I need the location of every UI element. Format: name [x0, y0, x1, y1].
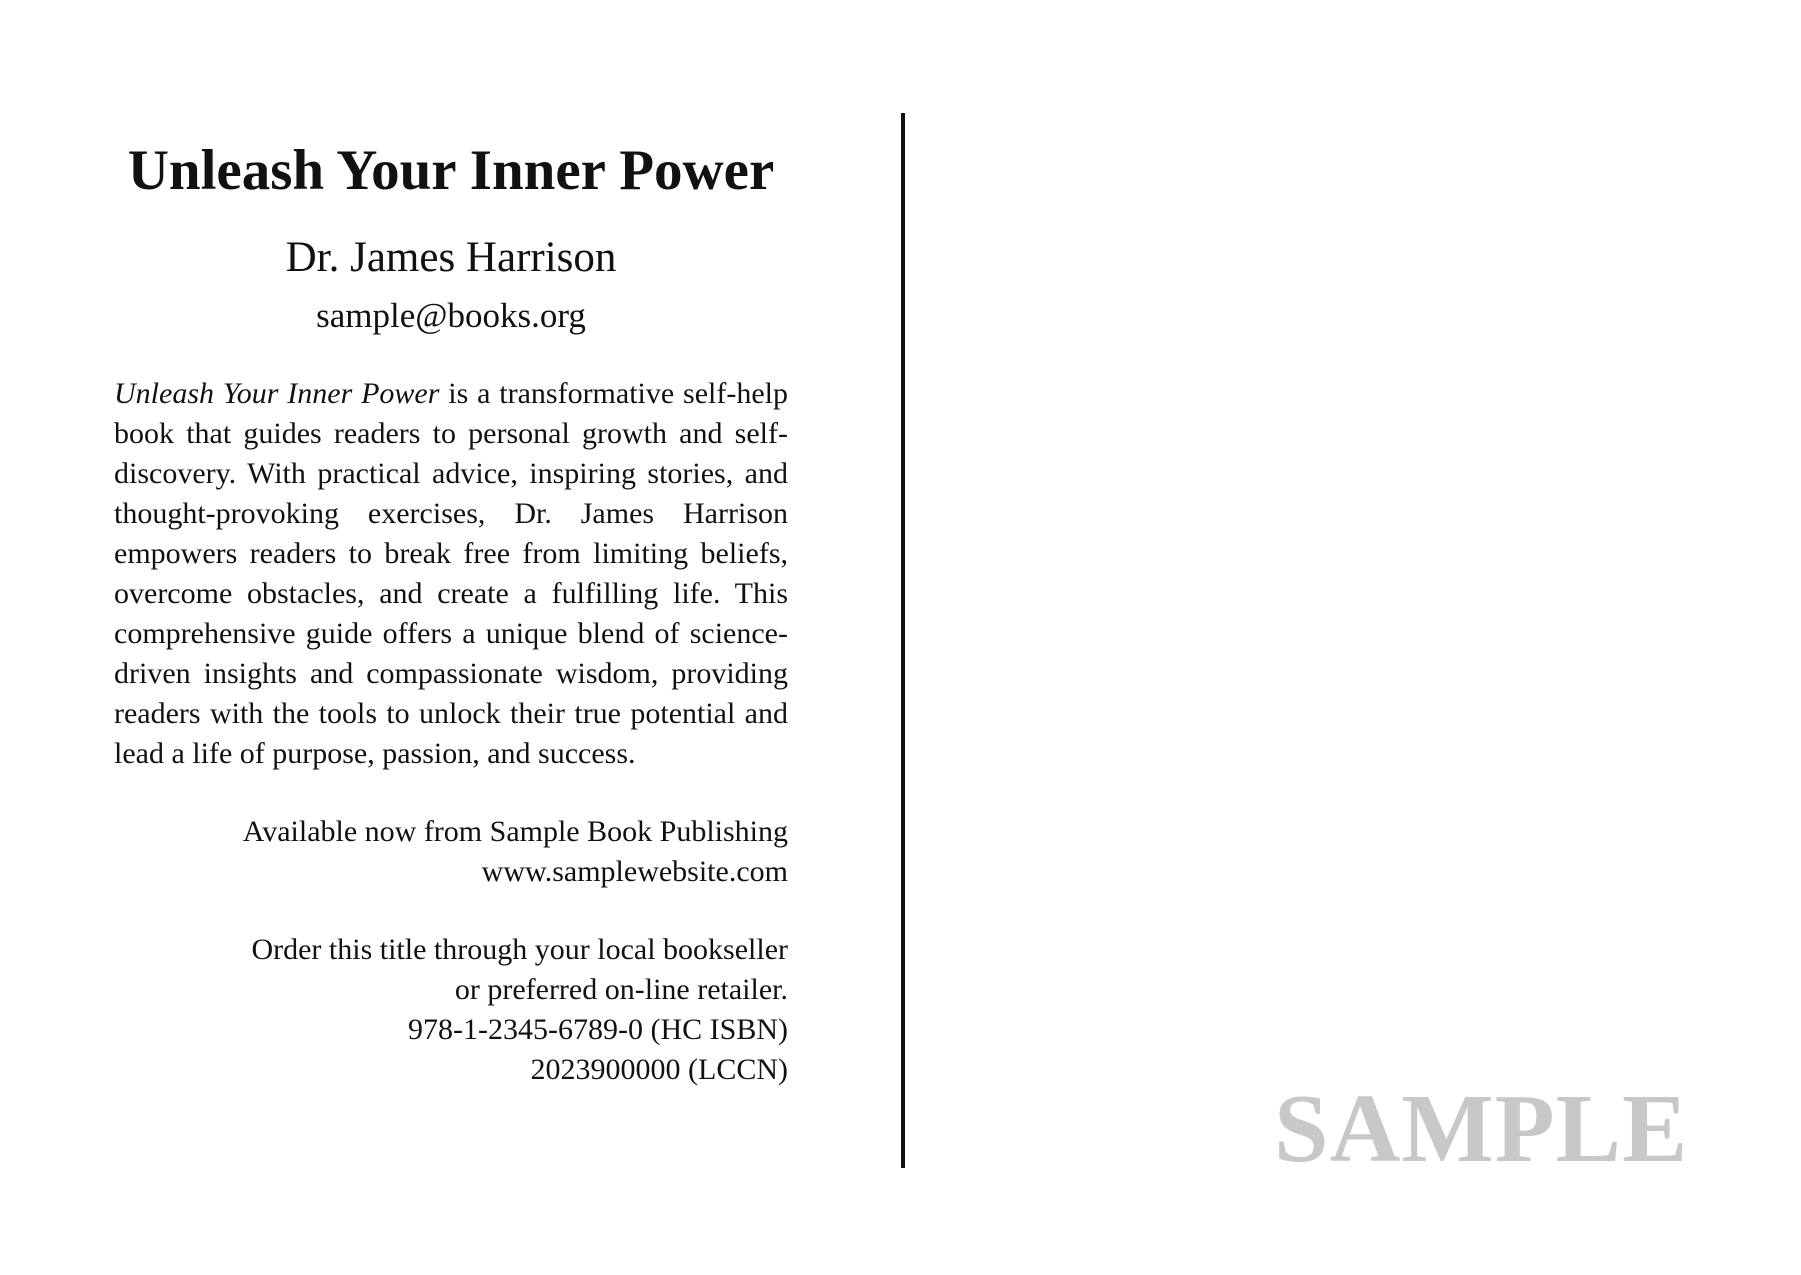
lccn-line: 2023900000 (LCCN): [530, 1053, 788, 1087]
order-info-block: [114, 930, 788, 1090]
book-description: [114, 374, 788, 774]
isbn-line: 978-1-2345-6789-0 (HC ISBN): [408, 1013, 788, 1047]
sample-watermark: SAMPLE: [1274, 1075, 1689, 1183]
order-line-2: or preferred on-line retailer.: [454, 973, 788, 1007]
website-link[interactable]: www.samplewebsite.com: [481, 855, 788, 889]
vertical-divider: [901, 113, 905, 1168]
postcard-text-panel: [114, 140, 788, 1090]
publisher-line: Available now from Sample Book Publishing: [242, 815, 788, 849]
description-text: is a transformative self-help book that guides readers to personal growth and self-discovery. With practical advice, inspiring stories, and thought-provoking exercises, Dr. James Harrison empowers readers to break free from limiting beliefs, overcome obstacles, and create a fulfilling life. This comprehensive guide offers a unique blend of science-driven insights and compassionate wisdom, providing readers with the tools to unlock their true potential and lead a life of purpose, passion, and success.: [114, 377, 788, 771]
author-email: sample@books.org: [316, 296, 586, 336]
description-book-title: Unleash Your Inner Power: [114, 377, 440, 411]
author-name: Dr. James Harrison: [285, 233, 617, 281]
order-line-1: Order this title through your local bookseller: [251, 933, 788, 967]
book-title: Unleash Your Inner Power: [127, 139, 775, 202]
availability-block: [114, 812, 788, 892]
